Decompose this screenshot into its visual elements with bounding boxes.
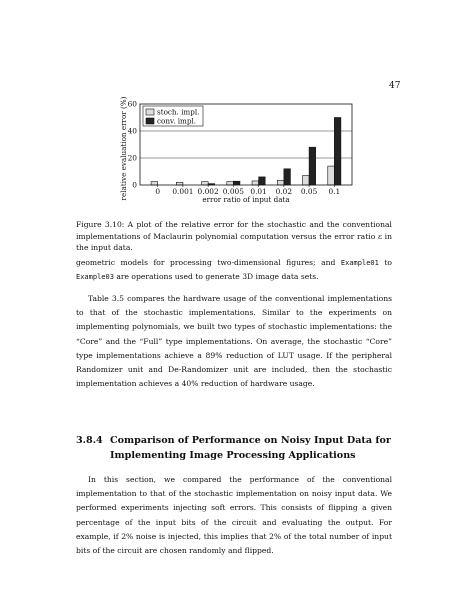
section-title-line-1: Comparison of Performance on Noisy Input Data for [110, 435, 391, 446]
paragraph-2: Table 3.5 compares the hardware usage of the conventional implementations to that of the stochastic implementations. Similar to the experiments on implementing polynomials, we built two types of stochastic implementations: the “Core” and the “Full” type implementations. On average, the stochastic “Core” type implementations achieve a 89% reduction of LUT usage. If the peripheral Randomizer unit and De-Randomizer unit are included, then the stochastic implementation achieves a 40% reduction of hardware usage. [76, 294, 392, 389]
y-tick-label: 20 [127, 153, 137, 163]
x-tick-label: 0.002 [197, 187, 219, 196]
paragraph-1 [76, 256, 392, 284]
bar [334, 118, 341, 186]
bar [284, 169, 291, 185]
section-title-line-2: Implementing Image Processing Applications [110, 450, 356, 461]
paragraph-3: In this section, we compared the performance of the conventional implementation to that of the stochastic implementation on noisy input data. We performed experiments injecting soft errors. This consists of flipping a given percentage of the input bits of the circuit and evaluating the output. For example, if 2% noise is injected, this implies that 2% of the total number of input bits of the circuit are chosen randomly and flipped. [76, 475, 392, 556]
x-tick-label: 0.001 [172, 187, 194, 196]
y-tick-label: 40 [127, 126, 137, 136]
paragraph-1-text-a: geometric models for processing two-dimensional figures; and [76, 258, 341, 267]
legend-swatch [146, 118, 154, 124]
section-number: 3.8.4 [76, 435, 103, 446]
section-heading [76, 433, 396, 463]
bar [328, 166, 335, 185]
y-tick-label: 0 [132, 180, 137, 190]
y-tick-label: 60 [127, 99, 137, 109]
legend-swatch [146, 109, 154, 115]
x-axis-label: error ratio of input data [202, 195, 290, 204]
bar [259, 177, 266, 185]
bar [227, 182, 234, 185]
figure-label: Figure 3.10: [76, 220, 125, 229]
x-tick-label: 0.1 [328, 187, 341, 196]
x-tick-label: 0.01 [250, 187, 267, 196]
code-example03: Example03 [76, 273, 114, 282]
legend-label: stoch. impl. [157, 107, 200, 117]
bar [176, 182, 183, 185]
legend-label: conv. impl. [157, 116, 197, 126]
x-tick-label: 0 [155, 187, 161, 196]
bar [202, 182, 209, 185]
figure-caption [76, 219, 392, 254]
paragraph-1-text-b: to [378, 258, 392, 267]
x-tick-label: 0.005 [222, 187, 244, 196]
bar [303, 176, 310, 185]
code-example01: Example01 [340, 259, 379, 267]
figure-caption-text: A plot of the relative error for the stochastic and the conventional implementations of Maclaurin polynomial computation versus the error ratio ε in the input data. [76, 220, 392, 252]
bar [233, 181, 240, 185]
page-number: 47 [389, 81, 401, 91]
bar-chart [118, 96, 364, 216]
bar [151, 182, 158, 185]
x-tick-label: 0.02 [275, 187, 293, 196]
y-axis-label: relative evaluation error (%) [119, 96, 128, 201]
paragraph-1-text-c: are operations used to generate 3D image data sets. [113, 272, 319, 282]
bar [277, 180, 284, 185]
x-tick-label: 0.05 [300, 187, 318, 196]
bar [252, 181, 259, 185]
bar [309, 147, 316, 185]
